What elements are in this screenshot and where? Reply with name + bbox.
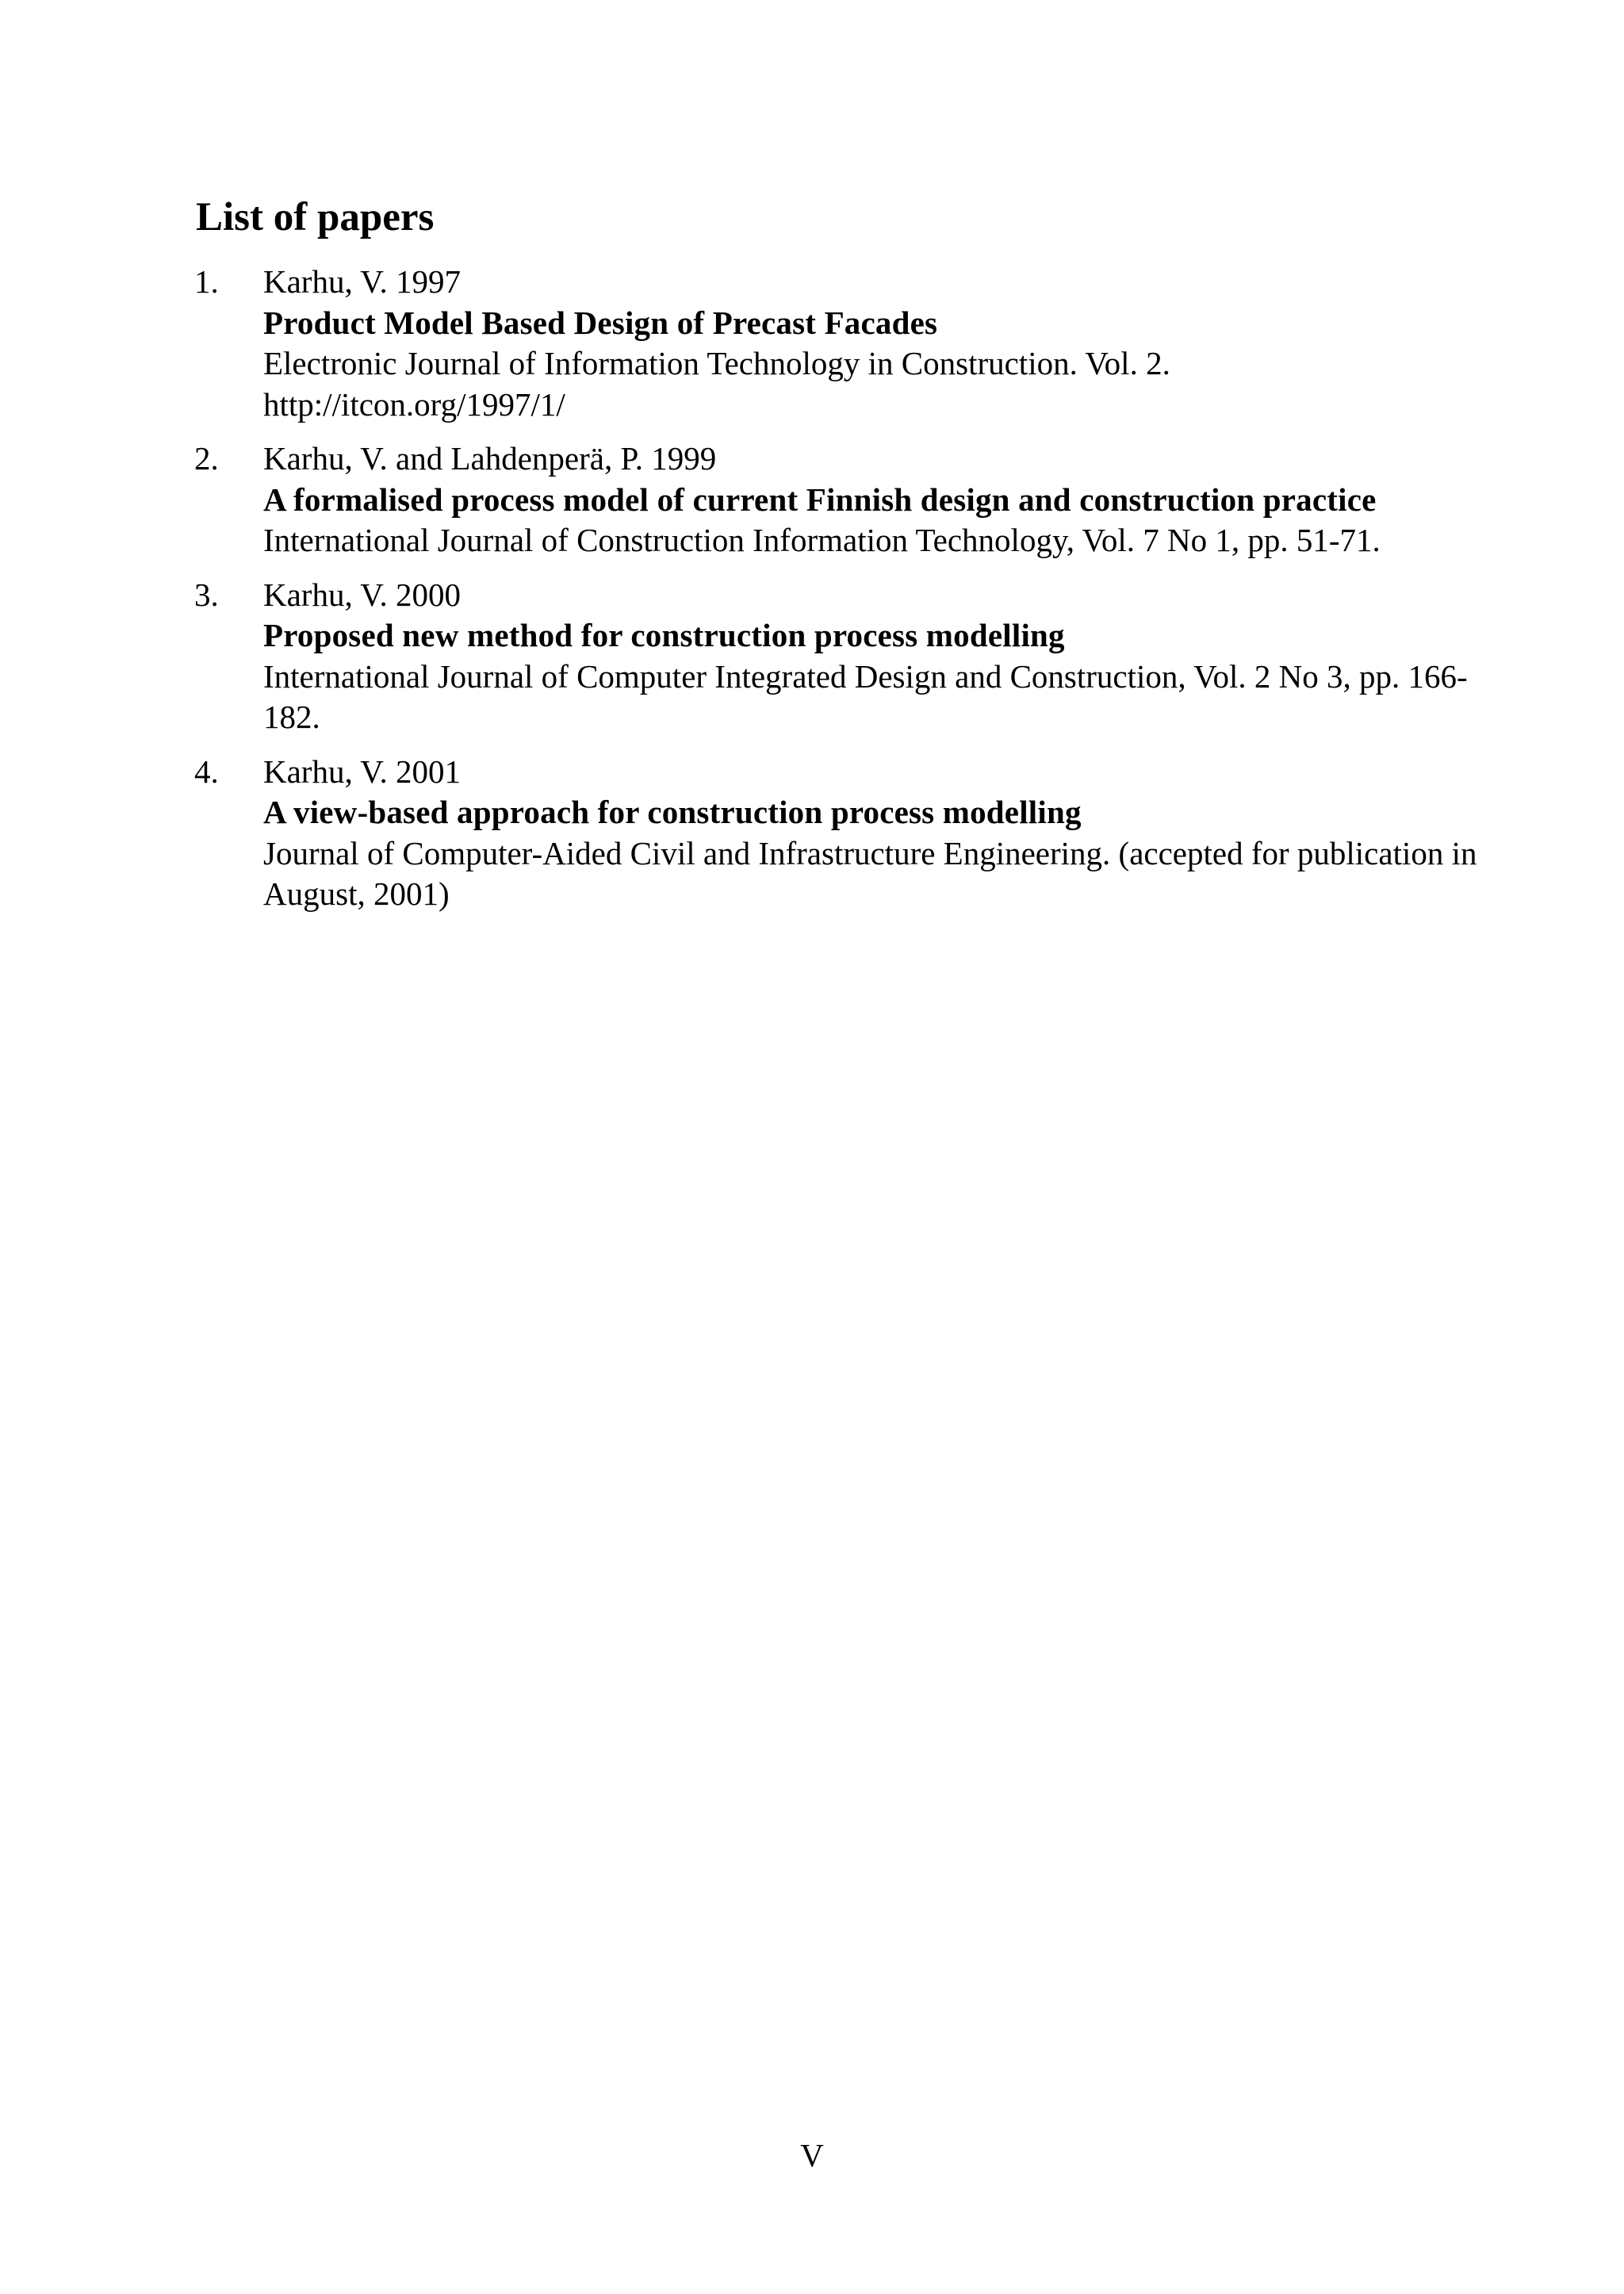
paper-item — [194, 752, 1479, 915]
paper-title: A formalised process model of current Finnish design and construction practice — [263, 481, 1377, 518]
paper-number: 1. — [194, 263, 219, 300]
papers-list — [194, 262, 1479, 929]
paper-item — [194, 439, 1479, 561]
paper-source: Electronic Journal of Information Technology in Construction. Vol. 2. http://itcon.org/1997/1/ — [263, 345, 1170, 423]
paper-source: International Journal of Construction Information Technology, Vol. 7 No 1, pp. 51-71. — [263, 522, 1381, 558]
paper-authors: Karhu, V. 1997 — [263, 263, 462, 300]
paper-title: A view-based approach for construction process modelling — [263, 794, 1082, 830]
paper-number: 4. — [194, 753, 219, 790]
paper-number: 2. — [194, 440, 219, 477]
paper-number: 3. — [194, 576, 219, 613]
paper-source: International Journal of Computer Integrated Design and Construction, Vol. 2 No 3, pp. 166-182. — [263, 657, 1468, 735]
page-title: List of papers — [196, 195, 435, 239]
paper-title: Proposed new method for construction process modelling — [263, 617, 1065, 653]
paper-source: Journal of Computer-Aided Civil and Infrastructure Engineering. (accepted for publication in August, 2001) — [263, 834, 1477, 912]
paper-authors: Karhu, V. 2000 — [263, 576, 462, 613]
paper-item — [194, 262, 1479, 425]
paper-title: Product Model Based Design of Precast Facades — [263, 304, 938, 341]
paper-authors: Karhu, V. and Lahdenperä, P. 1999 — [263, 440, 717, 477]
page-number: V — [800, 2137, 824, 2173]
paper-authors: Karhu, V. 2001 — [263, 753, 462, 790]
paper-item — [194, 575, 1479, 738]
